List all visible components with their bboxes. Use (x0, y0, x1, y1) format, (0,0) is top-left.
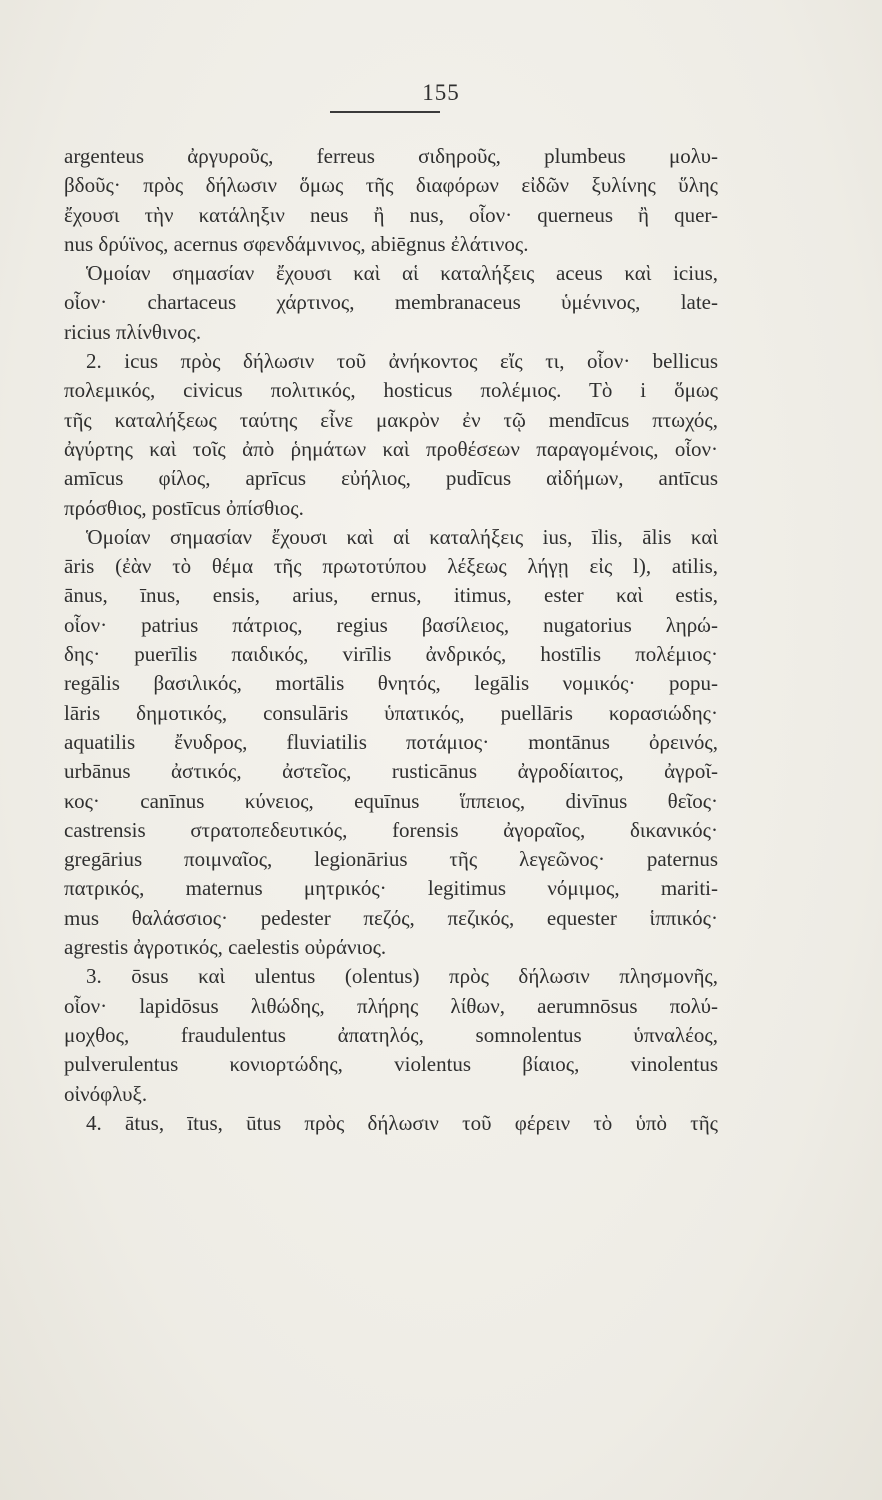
page-number: 155 (422, 80, 460, 105)
text-line: βδοῦς· πρὸς δήλωσιν ὅμως τῆς διαφόρων εἰδῶν ξυλίνης ὕλης (64, 173, 718, 198)
text-line: Ὁμοίαν σημασίαν ἔχουσι καὶ αἱ καταλήξεις ius, īlis, ālis καὶ (86, 524, 718, 549)
text-line: τῆς καταλήξεως ταύτης εἶνε μακρὸν ἐν τῷ mendīcus πτωχός, (64, 407, 718, 432)
text-line: πατρικός, maternus μητρικός· legitimus νόμιμος, mariti- (64, 876, 718, 901)
text-line: οἷον· lapidōsus λιθώδης, πλήρης λίθων, aerumnōsus πολύ- (64, 993, 718, 1018)
text-line: pulverulentus κονιορτώδης, violentus βίαιος, vinolentus (64, 1052, 718, 1077)
text-line: lāris δημοτικός, consulāris ὑπατικός, puellāris κορασιώδης· (64, 700, 718, 725)
text-line: ānus, īnus, ensis, arius, ernus, itimus, ester καὶ estis, (64, 583, 718, 608)
text-line: āris (ἐὰν τὸ θέμα τῆς πρωτοτύπου λέξεως λήγῃ εἰς l), atilis, (64, 554, 718, 579)
text-line: μοχθος, fraudulentus ἀπατηλός, somnolentus ὑπναλέος, (64, 1022, 718, 1047)
text-line: κος· canīnus κύνειος, equīnus ἵππειος, divīnus θεῖος· (64, 788, 718, 813)
text-line: aquatilis ἔνυδρος, fluviatilis ποτάμιος· montānus ὀρεινός, (64, 729, 718, 754)
text-line: regālis βασιλικός, mortālis θνητός, legālis νομικός· popu- (64, 671, 718, 696)
text-line: agrestis ἀγροτικός, caelestis οὐράνιος. (64, 935, 387, 960)
text-line: οἷον· patrius πάτριος, regius βασίλειος, nugatorius ληρώ- (64, 612, 718, 637)
text-line: 2. icus πρὸς δήλωσιν τοῦ ἀνήκοντος εἴς τι, οἷον· bellicus (86, 349, 718, 374)
text-line: πρόσθιος, postīcus ὀπίσθιος. (64, 495, 304, 520)
text-line: mus θαλάσσιος· pedester πεζός, πεζικός, equester ἱππικός· (64, 905, 718, 930)
text-line: ricius πλίνθινος. (64, 319, 202, 344)
text-line: πολεμικός, civicus πολιτικός, hosticus πολέμιος. Τὸ i ὅμως (64, 378, 718, 403)
text-line: οἰνόφλυξ. (64, 1081, 148, 1106)
text-line: amīcus φίλος, aprīcus εὐήλιος, pudīcus αἰδήμων, antīcus (64, 466, 718, 491)
text-line: ἀγύρτης καὶ τοῖς ἀπὸ ῥημάτων καὶ προθέσεων παραγομένοις, οἷον· (64, 436, 718, 461)
text-line: 4. ātus, ītus, ūtus πρὸς δήλωσιν τοῦ φέρειν τὸ ὑπὸ τῆς (86, 1110, 718, 1135)
text-line: Ὁμοίαν σημασίαν ἔχουσι καὶ αἱ καταλήξεις aceus καὶ icius, (86, 261, 718, 286)
body-text (64, 142, 718, 1138)
text-line: castrensis στρατοπεδευτικός, forensis ἀγοραῖος, δικανικός· (64, 817, 718, 842)
text-line: οἷον· chartaceus χάρτινος, membranaceus ὑμένινος, late- (64, 290, 718, 315)
text-line: urbānus ἀστικός, ἀστεῖος, rusticānus ἀγροδίαιτος, ἀγροῖ- (64, 759, 718, 784)
text-line: 3. ōsus καὶ ulentus (olentus) πρὸς δήλωσιν πλησμονῆς, (86, 964, 718, 989)
text-line: nus δρύϊνος, acernus σφενδάμνινος, abiēgnus ἐλάτινος. (64, 231, 529, 256)
text-line: δης· puerīlis παιδικός, virīlis ἀνδρικός, hostīlis πολέμιος· (64, 642, 718, 667)
text-line: ἔχουσι τὴν κατάληξιν neus ἢ nus, οἷον· querneus ἢ quer- (64, 202, 718, 227)
header-rule (330, 111, 440, 113)
text-line: argenteus ἀργυροῦς, ferreus σιδηροῦς, plumbeus μολυ- (64, 144, 718, 168)
text-line: gregārius ποιμναῖος, legionārius τῆς λεγεῶνος· paternus (64, 847, 718, 872)
